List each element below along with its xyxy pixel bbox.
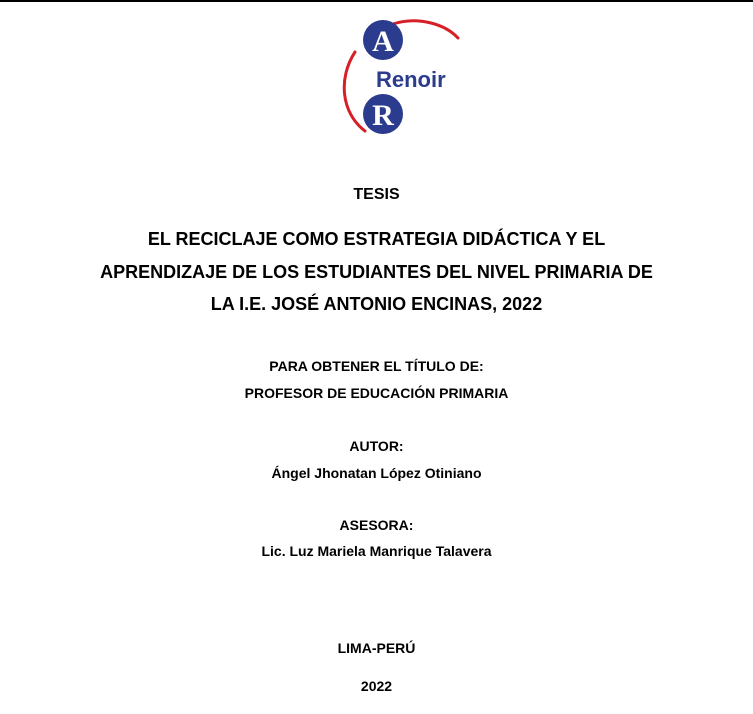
page-top-border [0,0,753,2]
place: LIMA-PERÚ [337,640,416,656]
logo-letter-bottom: R [372,99,394,132]
year: 2022 [360,678,393,694]
renoir-logo [333,18,473,138]
degree-name: PROFESOR DE EDUCACIÓN PRIMARIA [244,385,509,401]
logo-red-arc [344,52,365,131]
title-line-1: EL RECICLAJE COMO ESTRATEGIA DIDÁCTICA Y EL [147,229,606,249]
title-line-3: LA I.E. JOSÉ ANTONIO ENCINAS, 2022 [210,294,543,314]
logo-letter-top: A [372,25,394,58]
title-line-2: APRENDIZAJE DE LOS ESTUDIANTES DEL NIVEL PRIMARIA DE [100,262,653,282]
purpose-label: PARA OBTENER EL TÍTULO DE: [269,358,484,374]
logo-red-arc-top [393,21,458,38]
document-type: TESIS [353,186,400,203]
advisor-label: ASESORA: [339,517,414,533]
logo-name: Renoir [376,67,446,92]
author-label: AUTOR: [349,438,404,454]
advisor-name: Lic. Luz Mariela Manrique Talavera [261,543,492,559]
author-name: Ángel Jhonatan López Otiniano [271,465,482,481]
